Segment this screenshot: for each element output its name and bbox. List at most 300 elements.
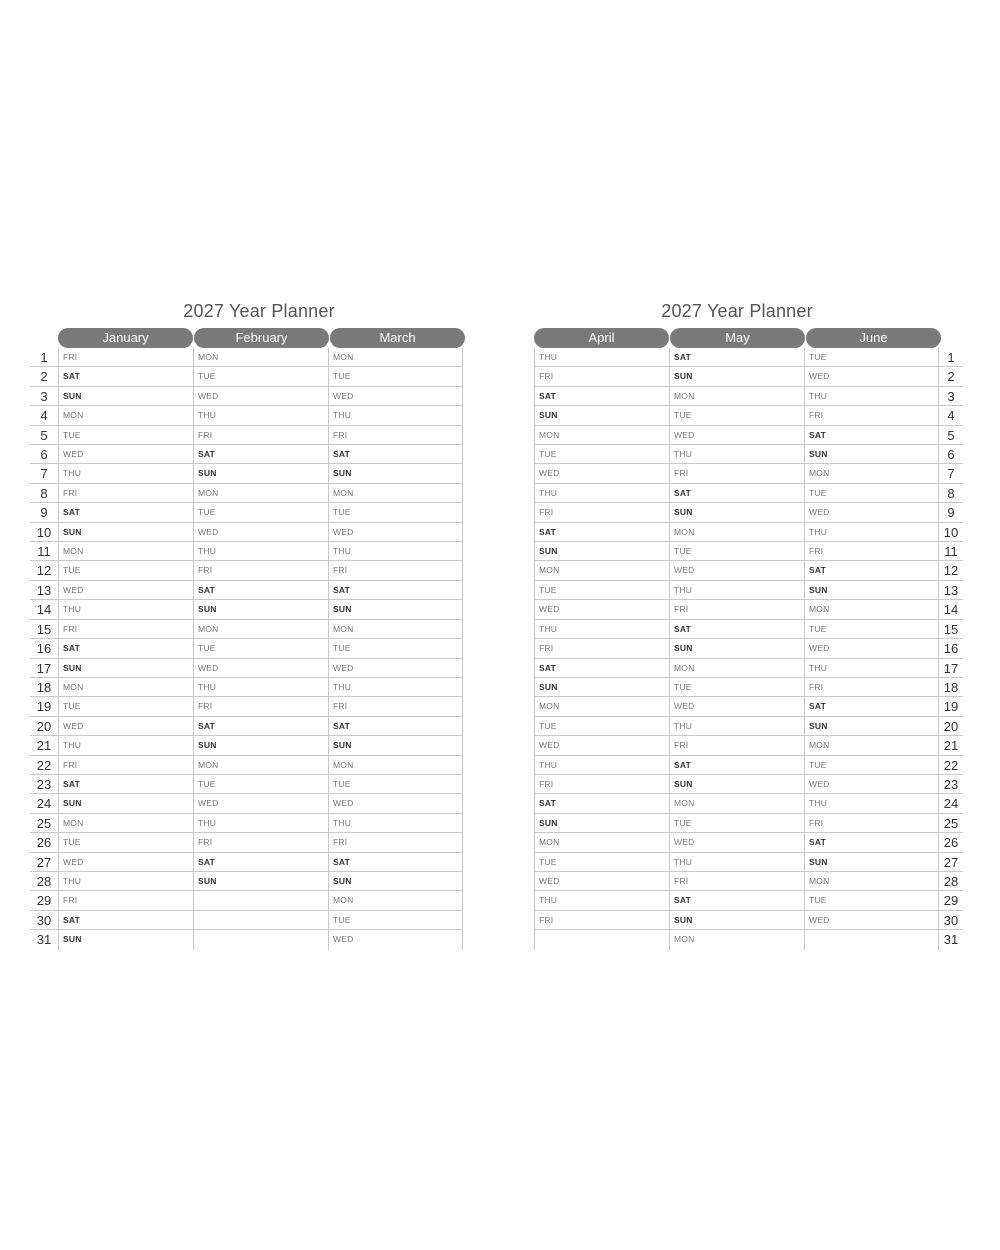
- day-cell-march[interactable]: SUN: [328, 872, 463, 890]
- table-row: [30, 639, 463, 658]
- table-row: [30, 697, 463, 716]
- day-number: 11: [944, 544, 958, 560]
- day-cell-june[interactable]: MON: [804, 600, 939, 618]
- day-cell-march[interactable]: WED: [328, 387, 463, 405]
- table-row: [30, 600, 463, 619]
- day-cell-march[interactable]: WED: [328, 523, 463, 541]
- day-cell-january[interactable]: THU: [58, 600, 193, 618]
- day-cell-february[interactable]: SAT: [193, 445, 328, 463]
- day-cell-february[interactable]: TUE: [193, 503, 328, 521]
- month-headers: [58, 328, 465, 348]
- day-cell-february[interactable]: FRI: [193, 561, 328, 579]
- day-cell-march[interactable]: FRI: [328, 697, 463, 715]
- table-row: [30, 911, 463, 930]
- day-cell-february[interactable]: SUN: [193, 736, 328, 754]
- day-cell-march[interactable]: MON: [328, 756, 463, 774]
- day-cell-june[interactable]: [804, 930, 939, 949]
- day-cell-march[interactable]: FRI: [328, 833, 463, 851]
- day-number: 20: [943, 718, 959, 734]
- day-cell-february[interactable]: SUN: [193, 872, 328, 890]
- day-cell-february[interactable]: TUE: [193, 639, 328, 657]
- day-cell-may[interactable]: SUN: [669, 503, 804, 521]
- day-cell-january[interactable]: TUE: [58, 697, 193, 715]
- day-cell-april[interactable]: FRI: [534, 639, 669, 657]
- day-cell-april[interactable]: MON: [534, 697, 669, 715]
- day-number: 16: [943, 641, 959, 657]
- day-cell-march[interactable]: SAT: [328, 445, 463, 463]
- table-row: [534, 484, 963, 503]
- day-cell-may[interactable]: SUN: [669, 639, 804, 657]
- day-number: 30: [36, 912, 52, 928]
- day-cell-february[interactable]: SUN: [193, 464, 328, 482]
- table-row: [534, 542, 963, 561]
- day-cell-january[interactable]: SUN: [58, 387, 193, 405]
- day-cell-january[interactable]: THU: [58, 464, 193, 482]
- day-cell-june[interactable]: WED: [804, 911, 939, 929]
- table-row: [30, 561, 463, 580]
- day-cell-june[interactable]: MON: [804, 464, 939, 482]
- day-number: 27: [943, 854, 959, 870]
- day-cell-march[interactable]: FRI: [328, 561, 463, 579]
- day-number: 24: [943, 796, 959, 812]
- table-row: [534, 853, 963, 872]
- day-number: 11: [37, 544, 51, 560]
- day-number: 15: [943, 621, 959, 637]
- day-number: 3: [40, 388, 48, 404]
- day-cell-june[interactable]: SUN: [804, 445, 939, 463]
- day-cell-january[interactable]: MON: [58, 678, 193, 696]
- day-cell-march[interactable]: MON: [328, 891, 463, 909]
- day-cell-february[interactable]: TUE: [193, 775, 328, 793]
- day-cell-april[interactable]: FRI: [534, 911, 669, 929]
- day-cell-february[interactable]: THU: [193, 814, 328, 832]
- day-cell-april[interactable]: TUE: [534, 445, 669, 463]
- day-cell-may[interactable]: THU: [669, 853, 804, 871]
- table-row: [30, 503, 463, 522]
- day-cell-january[interactable]: MON: [58, 814, 193, 832]
- day-number: 28: [36, 873, 52, 889]
- day-cell-may[interactable]: SAT: [669, 891, 804, 909]
- table-row: [534, 561, 963, 580]
- day-cell-may[interactable]: MON: [669, 659, 804, 677]
- day-cell-june[interactable]: THU: [804, 523, 939, 541]
- day-cell-june[interactable]: FRI: [804, 814, 939, 832]
- day-cell-may[interactable]: TUE: [669, 406, 804, 424]
- day-cell-june[interactable]: SUN: [804, 717, 939, 735]
- day-cell-march[interactable]: SUN: [328, 600, 463, 618]
- day-cell-may[interactable]: WED: [669, 697, 804, 715]
- day-cell-june[interactable]: TUE: [804, 620, 939, 638]
- table-row: [534, 775, 963, 794]
- table-row: [534, 387, 963, 406]
- day-cell-march[interactable]: THU: [328, 406, 463, 424]
- table-row: [534, 600, 963, 619]
- day-cell-january[interactable]: TUE: [58, 561, 193, 579]
- table-row: [30, 620, 463, 639]
- month-header-march: March: [330, 328, 465, 348]
- day-cell-january[interactable]: SAT: [58, 367, 193, 385]
- day-cell-may[interactable]: MON: [669, 794, 804, 812]
- day-cell-may[interactable]: WED: [669, 561, 804, 579]
- day-cell-june[interactable]: SAT: [804, 426, 939, 444]
- day-cell-may[interactable]: SAT: [669, 620, 804, 638]
- day-number: 15: [36, 621, 52, 637]
- day-number: 16: [36, 641, 52, 657]
- day-cell-april[interactable]: SUN: [534, 542, 669, 560]
- day-number: 31: [943, 932, 959, 948]
- day-cell-june[interactable]: WED: [804, 367, 939, 385]
- day-cell-march[interactable]: WED: [328, 659, 463, 677]
- day-cell-april[interactable]: WED: [534, 600, 669, 618]
- day-cell-february[interactable]: [193, 911, 328, 929]
- day-cell-january[interactable]: SUN: [58, 930, 193, 949]
- table-row: [30, 581, 463, 600]
- day-cell-february[interactable]: SAT: [193, 581, 328, 599]
- table-row: [534, 872, 963, 891]
- table-row: [534, 697, 963, 716]
- table-row: [30, 426, 463, 445]
- day-cell-may[interactable]: THU: [669, 581, 804, 599]
- day-cell-march[interactable]: THU: [328, 678, 463, 696]
- table-row: [534, 930, 963, 949]
- day-number: 21: [36, 738, 52, 754]
- day-cell-february[interactable]: MON: [193, 484, 328, 502]
- day-cell-february[interactable]: WED: [193, 523, 328, 541]
- day-cell-february[interactable]: THU: [193, 406, 328, 424]
- table-row: [30, 348, 463, 367]
- day-cell-may[interactable]: SUN: [669, 367, 804, 385]
- day-cell-april[interactable]: FRI: [534, 503, 669, 521]
- day-cell-march[interactable]: FRI: [328, 426, 463, 444]
- day-cell-january[interactable]: FRI: [58, 484, 193, 502]
- table-row: [534, 736, 963, 755]
- day-cell-june[interactable]: FRI: [804, 678, 939, 696]
- day-number: 26: [36, 835, 52, 851]
- day-cell-april[interactable]: SUN: [534, 678, 669, 696]
- day-cell-january[interactable]: FRI: [58, 620, 193, 638]
- day-cell-may[interactable]: MON: [669, 387, 804, 405]
- day-cell-january[interactable]: TUE: [58, 426, 193, 444]
- day-cell-january[interactable]: SAT: [58, 911, 193, 929]
- table-row: [30, 930, 463, 949]
- day-cell-january[interactable]: WED: [58, 445, 193, 463]
- day-number: 10: [36, 524, 52, 540]
- day-cell-january[interactable]: FRI: [58, 756, 193, 774]
- day-cell-april[interactable]: MON: [534, 561, 669, 579]
- day-cell-june[interactable]: SUN: [804, 853, 939, 871]
- day-cell-may[interactable]: THU: [669, 717, 804, 735]
- day-number: 31: [36, 932, 52, 948]
- day-cell-january[interactable]: SUN: [58, 523, 193, 541]
- day-cell-march[interactable]: SAT: [328, 717, 463, 735]
- day-number: 7: [40, 466, 48, 482]
- day-cell-april[interactable]: THU: [534, 891, 669, 909]
- day-cell-june[interactable]: FRI: [804, 542, 939, 560]
- day-number: 4: [947, 408, 955, 424]
- day-cell-may[interactable]: TUE: [669, 678, 804, 696]
- day-cell-february[interactable]: FRI: [193, 426, 328, 444]
- day-cell-february[interactable]: [193, 891, 328, 909]
- day-number: 25: [36, 815, 52, 831]
- day-cell-march[interactable]: TUE: [328, 775, 463, 793]
- table-row: [30, 736, 463, 755]
- day-cell-april[interactable]: THU: [534, 620, 669, 638]
- day-cell-june[interactable]: TUE: [804, 756, 939, 774]
- month-header-january: January: [58, 328, 193, 348]
- day-cell-february[interactable]: FRI: [193, 697, 328, 715]
- day-cell-january[interactable]: SAT: [58, 639, 193, 657]
- table-row: [534, 445, 963, 464]
- day-cell-april[interactable]: THU: [534, 484, 669, 502]
- day-number: 5: [947, 427, 955, 443]
- day-number: 8: [40, 485, 48, 501]
- table-row: [534, 794, 963, 813]
- table-row: [30, 775, 463, 794]
- day-number: 1: [40, 350, 48, 365]
- day-number: 13: [36, 582, 52, 598]
- day-cell-march[interactable]: THU: [328, 814, 463, 832]
- table-row: [534, 717, 963, 736]
- table-row: [30, 678, 463, 697]
- day-cell-january[interactable]: FRI: [58, 891, 193, 909]
- day-cell-june[interactable]: WED: [804, 639, 939, 657]
- table-row: [534, 814, 963, 833]
- day-cell-march[interactable]: SAT: [328, 853, 463, 871]
- day-cell-march[interactable]: SAT: [328, 581, 463, 599]
- table-row: [30, 659, 463, 678]
- table-row: [30, 794, 463, 813]
- day-cell-april[interactable]: MON: [534, 426, 669, 444]
- day-number: 30: [943, 912, 959, 928]
- day-cell-june[interactable]: FRI: [804, 406, 939, 424]
- day-cell-february[interactable]: MON: [193, 756, 328, 774]
- day-cell-april[interactable]: TUE: [534, 581, 669, 599]
- day-cell-june[interactable]: SAT: [804, 833, 939, 851]
- day-cell-april[interactable]: TUE: [534, 853, 669, 871]
- day-cell-april[interactable]: THU: [534, 756, 669, 774]
- day-cell-february[interactable]: TUE: [193, 367, 328, 385]
- day-number: 7: [947, 466, 955, 482]
- day-number: 6: [40, 447, 48, 463]
- day-number: 17: [943, 660, 959, 676]
- day-cell-april[interactable]: FRI: [534, 775, 669, 793]
- day-number: 23: [36, 776, 52, 792]
- day-cell-march[interactable]: MON: [328, 484, 463, 502]
- day-cell-may[interactable]: TUE: [669, 814, 804, 832]
- table-row: [534, 891, 963, 910]
- day-cell-may[interactable]: MON: [669, 930, 804, 949]
- day-number: 29: [36, 893, 52, 909]
- day-cell-june[interactable]: THU: [804, 659, 939, 677]
- day-cell-april[interactable]: FRI: [534, 367, 669, 385]
- table-row: [534, 639, 963, 658]
- table-row: [534, 911, 963, 930]
- day-cell-march[interactable]: MON: [328, 620, 463, 638]
- day-cell-january[interactable]: SAT: [58, 503, 193, 521]
- table-row: [534, 756, 963, 775]
- day-cell-february[interactable]: SAT: [193, 717, 328, 735]
- day-number: 2: [40, 369, 48, 385]
- day-number: 19: [943, 699, 959, 715]
- page-title: 2027 Year Planner: [183, 301, 335, 321]
- day-grid: [534, 348, 963, 950]
- day-cell-may[interactable]: WED: [669, 426, 804, 444]
- table-row: [30, 853, 463, 872]
- day-cell-may[interactable]: SAT: [669, 348, 804, 366]
- month-header-june: June: [806, 328, 941, 348]
- day-cell-march[interactable]: MON: [328, 348, 463, 366]
- day-cell-may[interactable]: SUN: [669, 911, 804, 929]
- day-number: 12: [36, 563, 52, 579]
- day-cell-march[interactable]: TUE: [328, 503, 463, 521]
- day-cell-april[interactable]: WED: [534, 736, 669, 754]
- day-number: 4: [40, 408, 48, 424]
- day-number: 14: [36, 602, 52, 618]
- table-row: [534, 523, 963, 542]
- day-cell-april[interactable]: SUN: [534, 814, 669, 832]
- table-row: [30, 814, 463, 833]
- table-row: [534, 581, 963, 600]
- day-cell-june[interactable]: THU: [804, 387, 939, 405]
- day-cell-march[interactable]: SUN: [328, 736, 463, 754]
- day-cell-february[interactable]: SUN: [193, 600, 328, 618]
- day-cell-june[interactable]: TUE: [804, 891, 939, 909]
- day-number: 9: [40, 505, 48, 521]
- day-number: 19: [36, 699, 52, 715]
- day-cell-february[interactable]: WED: [193, 659, 328, 677]
- day-cell-march[interactable]: WED: [328, 794, 463, 812]
- month-header-may: May: [670, 328, 805, 348]
- table-row: [30, 891, 463, 910]
- day-cell-february[interactable]: WED: [193, 794, 328, 812]
- table-row: [30, 872, 463, 891]
- day-cell-may[interactable]: SUN: [669, 775, 804, 793]
- day-cell-april[interactable]: WED: [534, 464, 669, 482]
- day-cell-march[interactable]: THU: [328, 542, 463, 560]
- day-cell-april[interactable]: SAT: [534, 523, 669, 541]
- table-row: [30, 717, 463, 736]
- table-row: [534, 678, 963, 697]
- day-cell-january[interactable]: WED: [58, 581, 193, 599]
- day-cell-january[interactable]: SUN: [58, 794, 193, 812]
- day-cell-february[interactable]: SAT: [193, 853, 328, 871]
- day-cell-january[interactable]: THU: [58, 736, 193, 754]
- day-cell-may[interactable]: TUE: [669, 542, 804, 560]
- day-number: 18: [36, 679, 52, 695]
- day-number: 20: [36, 718, 52, 734]
- day-number: 18: [943, 679, 959, 695]
- day-cell-january[interactable]: WED: [58, 853, 193, 871]
- day-cell-may[interactable]: FRI: [669, 600, 804, 618]
- day-cell-may[interactable]: WED: [669, 833, 804, 851]
- table-row: [534, 464, 963, 483]
- table-row: [534, 503, 963, 522]
- month-headers: [534, 328, 941, 348]
- day-cell-may[interactable]: FRI: [669, 464, 804, 482]
- day-number: 26: [943, 835, 959, 851]
- day-cell-june[interactable]: THU: [804, 794, 939, 812]
- day-cell-june[interactable]: SAT: [804, 697, 939, 715]
- day-cell-june[interactable]: TUE: [804, 348, 939, 366]
- day-cell-may[interactable]: FRI: [669, 872, 804, 890]
- day-number: 12: [943, 563, 959, 579]
- day-cell-may[interactable]: MON: [669, 523, 804, 541]
- day-number: 22: [943, 757, 959, 773]
- day-cell-february[interactable]: MON: [193, 348, 328, 366]
- day-number: 29: [943, 893, 959, 909]
- table-row: [30, 756, 463, 775]
- day-cell-june[interactable]: SAT: [804, 561, 939, 579]
- day-cell-june[interactable]: TUE: [804, 484, 939, 502]
- day-cell-april[interactable]: SAT: [534, 794, 669, 812]
- day-cell-june[interactable]: WED: [804, 775, 939, 793]
- day-number: 28: [943, 873, 959, 889]
- day-cell-april[interactable]: MON: [534, 833, 669, 851]
- day-cell-january[interactable]: MON: [58, 542, 193, 560]
- day-cell-june[interactable]: SUN: [804, 581, 939, 599]
- day-cell-january[interactable]: FRI: [58, 348, 193, 366]
- table-row: [534, 620, 963, 639]
- table-row: [534, 833, 963, 852]
- day-cell-january[interactable]: SUN: [58, 659, 193, 677]
- day-cell-march[interactable]: TUE: [328, 639, 463, 657]
- day-number: 5: [40, 427, 48, 443]
- day-cell-march[interactable]: SUN: [328, 464, 463, 482]
- day-cell-january[interactable]: MON: [58, 406, 193, 424]
- day-cell-march[interactable]: WED: [328, 930, 463, 949]
- day-cell-march[interactable]: TUE: [328, 367, 463, 385]
- day-cell-june[interactable]: MON: [804, 872, 939, 890]
- day-cell-february[interactable]: THU: [193, 542, 328, 560]
- day-cell-april[interactable]: SUN: [534, 406, 669, 424]
- day-cell-june[interactable]: WED: [804, 503, 939, 521]
- table-row: [30, 484, 463, 503]
- day-cell-april[interactable]: SAT: [534, 387, 669, 405]
- day-cell-march[interactable]: TUE: [328, 911, 463, 929]
- day-cell-april[interactable]: SAT: [534, 659, 669, 677]
- day-cell-may[interactable]: SAT: [669, 756, 804, 774]
- day-cell-february[interactable]: THU: [193, 678, 328, 696]
- day-cell-may[interactable]: THU: [669, 445, 804, 463]
- month-header-april: April: [534, 328, 669, 348]
- day-cell-april[interactable]: WED: [534, 872, 669, 890]
- day-cell-april[interactable]: THU: [534, 348, 669, 366]
- day-number: 1: [947, 350, 955, 365]
- day-cell-february[interactable]: FRI: [193, 833, 328, 851]
- day-cell-january[interactable]: THU: [58, 872, 193, 890]
- day-cell-january[interactable]: WED: [58, 717, 193, 735]
- day-cell-february[interactable]: MON: [193, 620, 328, 638]
- day-cell-january[interactable]: SAT: [58, 775, 193, 793]
- day-number: 27: [36, 854, 52, 870]
- table-row: [30, 523, 463, 542]
- table-row: [30, 367, 463, 386]
- day-cell-january[interactable]: TUE: [58, 833, 193, 851]
- table-row: [534, 426, 963, 445]
- day-cell-may[interactable]: FRI: [669, 736, 804, 754]
- table-row: [30, 387, 463, 406]
- table-row: [534, 406, 963, 425]
- day-cell-june[interactable]: MON: [804, 736, 939, 754]
- table-row: [534, 367, 963, 386]
- day-cell-february[interactable]: WED: [193, 387, 328, 405]
- day-cell-april[interactable]: TUE: [534, 717, 669, 735]
- day-cell-february[interactable]: [193, 930, 328, 949]
- day-cell-may[interactable]: SAT: [669, 484, 804, 502]
- month-header-february: February: [194, 328, 329, 348]
- table-row: [30, 406, 463, 425]
- day-cell-april[interactable]: [534, 930, 669, 949]
